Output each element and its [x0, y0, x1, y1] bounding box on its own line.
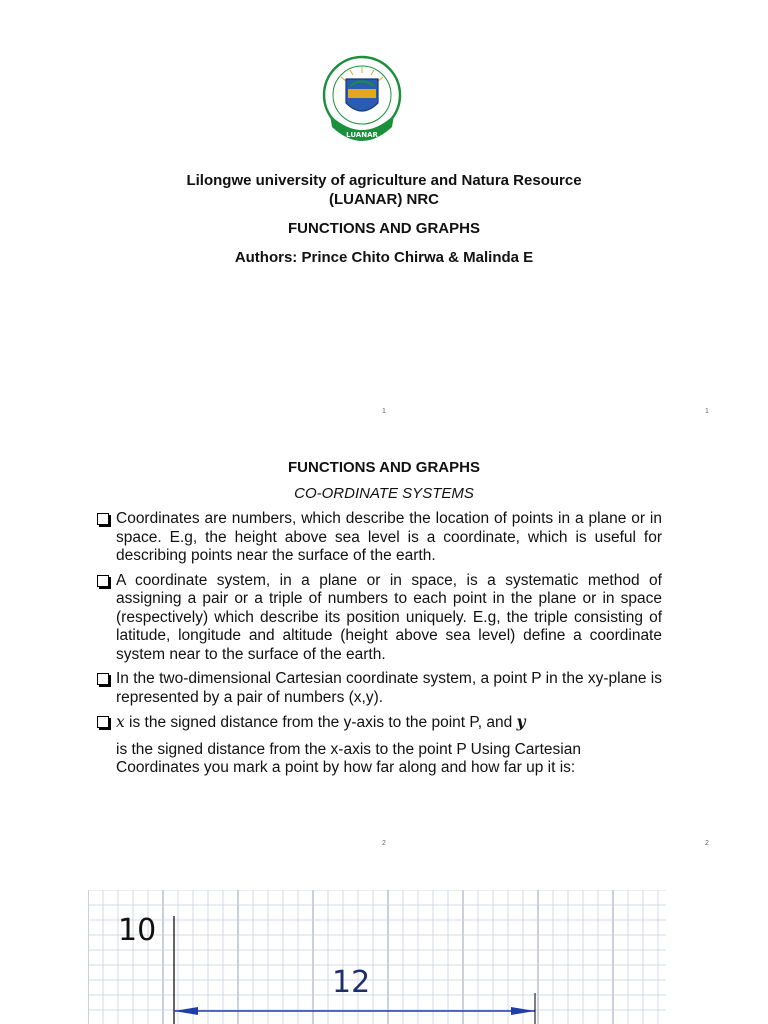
- math-variable-y: y: [516, 712, 526, 731]
- grid-lines: [88, 890, 666, 1024]
- svg-text:LUANAR: LUANAR: [346, 131, 378, 139]
- page-number: 1: [382, 408, 386, 415]
- bullet-continuation: is the signed distance from the x-axis to the point P Using Cartesian Coordinates you mark a point by how far along and how far up it is:: [116, 740, 581, 776]
- checkbox-bullet-icon: [97, 575, 109, 587]
- page-number-right: 2: [705, 840, 709, 847]
- math-variable-x: x: [116, 713, 125, 731]
- page-number-right: 1: [705, 408, 709, 415]
- bullet-item: [97, 510, 662, 566]
- dimension-label: 12: [332, 965, 371, 1000]
- document-title: FUNCTIONS AND GRAPHS: [288, 220, 480, 237]
- bullet-text: Coordinates are numbers, which describe the location of points in a plane or in space. E.g, the height above sea level is a coordinate, which is useful for describing points near the surface of the earth.: [116, 510, 662, 564]
- page-number: 2: [382, 840, 386, 847]
- bullet-text: is the signed distance from the y-axis to the point P, and: [124, 714, 517, 731]
- title-slide: [0, 0, 768, 430]
- luanar-logo: [320, 55, 404, 155]
- bullet-text: A coordinate system, in a plane or in space, is a systematic method of assigning a pair or a triple of numbers to each point in the plane or in space (respectively) which describe its position uniquely. E.g, the triple consisting of latitude, longitude and altitude (height above sea level) define a coordinate system near to the surface of the earth.: [116, 571, 662, 663]
- checkbox-bullet-icon: [97, 673, 109, 685]
- authors: Authors: Prince Chito Chirwa & Malinda E: [234, 249, 534, 266]
- bullet-list: [97, 510, 662, 778]
- bullet-item: [97, 670, 662, 707]
- slide-subtitle: CO-ORDINATE SYSTEMS: [294, 485, 474, 502]
- institution-abbrev: (LUANAR) NRC: [329, 191, 439, 208]
- bullet-item: [97, 713, 662, 733]
- y-value-label: 10: [118, 913, 157, 948]
- content-slide: [0, 430, 768, 870]
- checkbox-bullet-icon: [97, 716, 109, 728]
- bullet-text: In the two-dimensional Cartesian coordinate system, a point P in the xy-plane is represented by a pair of numbers (x,y).: [116, 670, 662, 706]
- checkbox-bullet-icon: [97, 513, 109, 525]
- coordinate-grid: [88, 890, 666, 1024]
- graph-slide: [0, 870, 768, 1024]
- bullet-item: [97, 572, 662, 665]
- slide-title: FUNCTIONS AND GRAPHS: [288, 459, 480, 476]
- institution-name: Lilongwe university of agriculture and Natura Resource: [186, 172, 582, 189]
